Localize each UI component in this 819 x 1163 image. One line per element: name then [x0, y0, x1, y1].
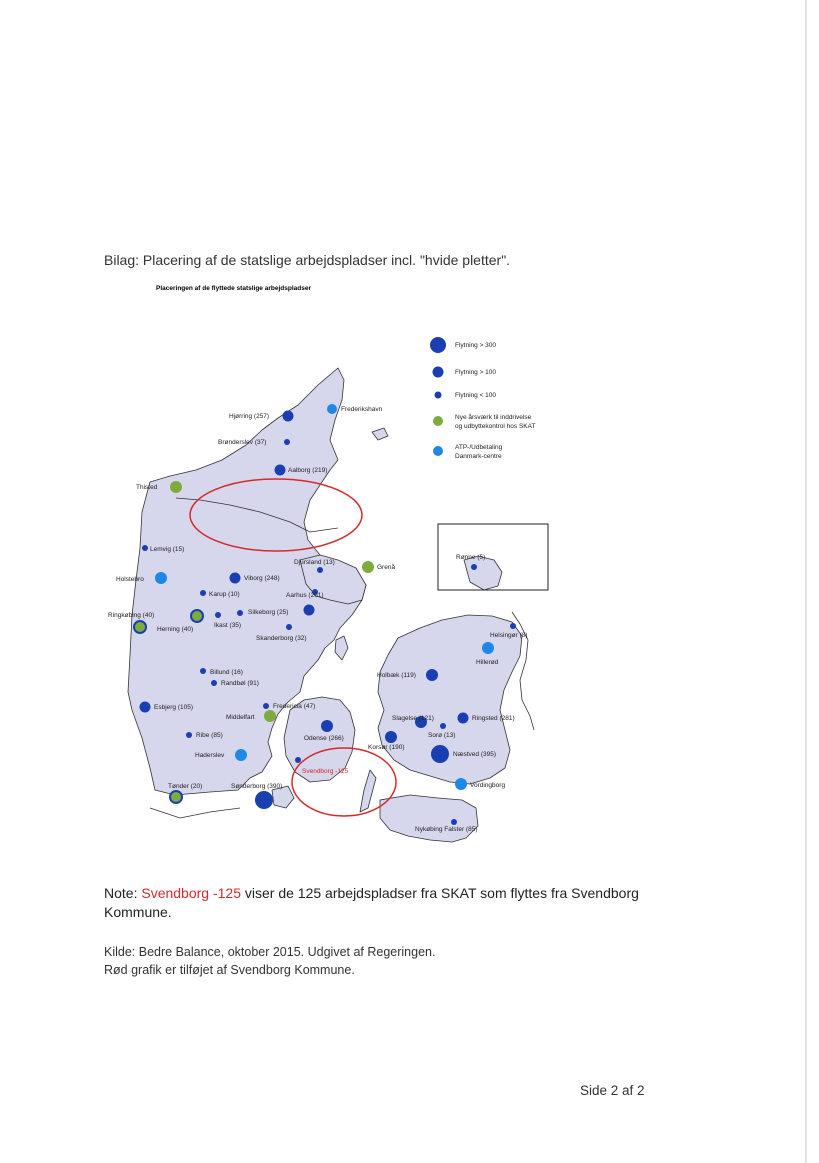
label-aalborg: Aalborg (219): [288, 467, 328, 474]
marker-ribe: [186, 732, 192, 738]
legend-label-atp-1: ATP-/Udbetaling: [455, 444, 503, 451]
label-lemvig: Lemvig (15): [150, 546, 185, 553]
label-ringkobing: Ringkøbing (40): [108, 612, 155, 619]
label-odense: Odense (266): [304, 735, 344, 742]
marker-hjorring: [283, 411, 294, 422]
marker-ringkobing: [134, 621, 146, 633]
legend-label-big: Flytning > 300: [455, 342, 497, 349]
marker-billund: [200, 668, 206, 674]
label-hjorring: Hjørring (257): [229, 413, 270, 420]
marker-skanderborg: [286, 624, 292, 630]
marker-nykobing: [451, 819, 457, 825]
label-ikast: Ikast (35): [214, 622, 242, 629]
label-tonder: Tønder (20): [168, 783, 203, 790]
label-aarhus: Aarhus (201): [286, 592, 324, 599]
label-slagelse: Slagelse (121): [392, 715, 434, 722]
marker-svendborg: [295, 757, 301, 763]
marker-middelfart: [264, 710, 276, 722]
marker-holstebro: [155, 572, 167, 584]
marker-naestved: [431, 745, 449, 763]
marker-aalborg: [275, 465, 286, 476]
marker-ronne: [471, 564, 477, 570]
label-naestved: Næstved (395): [453, 751, 496, 758]
label-soro: Sorø (13): [428, 732, 456, 739]
marker-sonderborg: [255, 791, 273, 809]
label-nykobing: Nykøbing Falster (85): [415, 826, 478, 833]
label-helsingor: Helsingør (8): [490, 632, 528, 639]
label-grena: Grenå: [377, 564, 396, 571]
label-karup: Karup (10): [209, 591, 240, 598]
germany-border: [150, 808, 240, 818]
page-number: Side 2 af 2: [580, 1083, 645, 1098]
marker-odense: [321, 720, 333, 732]
samso-landmass: [335, 636, 348, 660]
marker-grena: [362, 561, 374, 573]
label-middelfart: Middelfart: [226, 714, 255, 721]
marker-esbjerg: [140, 702, 151, 713]
label-korsor: Korsør (190): [368, 744, 405, 751]
label-fredericia: Fredericia (47): [273, 703, 316, 710]
label-herning: Herning (40): [157, 626, 194, 633]
marker-vordingborg: [455, 778, 467, 790]
marker-silkeborg: [237, 610, 243, 616]
legend-label-green-1: Nye årsværk til inddrivelse: [455, 414, 532, 421]
marker-soro: [440, 723, 446, 729]
label-haderslev: Haderslev: [195, 752, 225, 759]
legend-marker-mid: [433, 367, 444, 378]
label-vordingborg: Vordingborg: [470, 782, 506, 789]
marker-haderslev: [235, 749, 247, 761]
laeso-landmass: [372, 428, 388, 440]
marker-frederikshavn: [327, 404, 337, 414]
label-frederikshavn: Frederikshavn: [341, 406, 383, 413]
label-viborg: Viborg (248): [244, 575, 280, 582]
marker-fredericia: [263, 703, 269, 709]
label-ringsted: Ringsted (281): [472, 715, 515, 722]
marker-helsingor: [510, 623, 516, 629]
zealand-landmass: [378, 615, 522, 784]
legend-label-mid: Flytning > 100: [455, 369, 497, 376]
marker-viborg: [230, 573, 241, 584]
marker-tonder: [170, 791, 182, 803]
legend-label-atp-2: Danmark-centre: [455, 453, 502, 460]
marker-aarhus: [304, 605, 315, 616]
lolland-falster-landmass: [380, 795, 478, 842]
note-prefix: Note:: [104, 885, 142, 901]
label-randbol: Randbøl (91): [221, 680, 259, 687]
marker-karup: [200, 590, 206, 596]
label-sonderborg: Sønderborg (390): [231, 783, 283, 790]
label-ribe: Ribe (85): [196, 732, 223, 739]
marker-ikast: [215, 612, 221, 618]
marker-thisted: [170, 481, 182, 493]
label-ronne: Rønne (5): [456, 554, 486, 561]
marker-ringsted: [458, 713, 469, 724]
langeland-landmass: [360, 770, 376, 812]
legend-marker-green: [433, 416, 443, 426]
legend-label-small: Flytning < 100: [455, 392, 497, 399]
label-skanderborg: Skanderborg (32): [256, 635, 307, 642]
marker-bronderslev: [284, 439, 290, 445]
marker-herning: [191, 610, 203, 622]
bornholm-landmass: [464, 556, 502, 590]
marker-lemvig: [142, 545, 148, 551]
label-esbjerg: Esbjerg (105): [154, 704, 194, 711]
label-djursland: Djursland (13): [294, 559, 335, 566]
label-holbaek: Holbæk (119): [377, 672, 416, 679]
marker-holbaek: [426, 669, 438, 681]
marker-randbol: [211, 680, 217, 686]
marker-djursland: [317, 567, 323, 573]
legend-label-green-2: og udbyttekontrol hos SKAT: [455, 423, 536, 430]
source-block: [104, 943, 435, 979]
label-silkeborg: Silkeborg (25): [248, 609, 289, 616]
marker-korsor: [385, 731, 397, 743]
legend-marker-atp: [433, 446, 443, 456]
note-rest: viser de 125 arbejdspladser fra SKAT som flyttes fra Svendborg Kommune.: [104, 885, 639, 920]
label-thisted: Thisted: [136, 484, 158, 491]
legend-marker-small: [435, 392, 442, 399]
marker-hillerod: [482, 642, 494, 654]
label-bronderslev: Brønderslev (37): [218, 439, 267, 446]
note-highlight: Svendborg -125: [141, 885, 241, 901]
label-holstebro: Holstebro: [116, 576, 144, 583]
source-line-1: Kilde: Bedre Balance, oktober 2015. Udgivet af Regeringen.: [104, 945, 436, 959]
legend-marker-big: [430, 337, 446, 353]
label-svendborg: Svendborg -125: [302, 768, 349, 775]
label-hillerod: Hillerød: [476, 659, 499, 666]
source-line-2: Rød grafik er tilføjet af Svendborg Kommune.: [104, 963, 355, 977]
label-billund: Billund (16): [210, 669, 243, 676]
page-heading: Bilag: Placering af de statslige arbejdspladser incl. "hvide pletter".: [104, 252, 511, 268]
note-paragraph: [104, 884, 704, 922]
map-title: Placeringen af de flyttede statslige arbejdspladser: [156, 285, 311, 292]
